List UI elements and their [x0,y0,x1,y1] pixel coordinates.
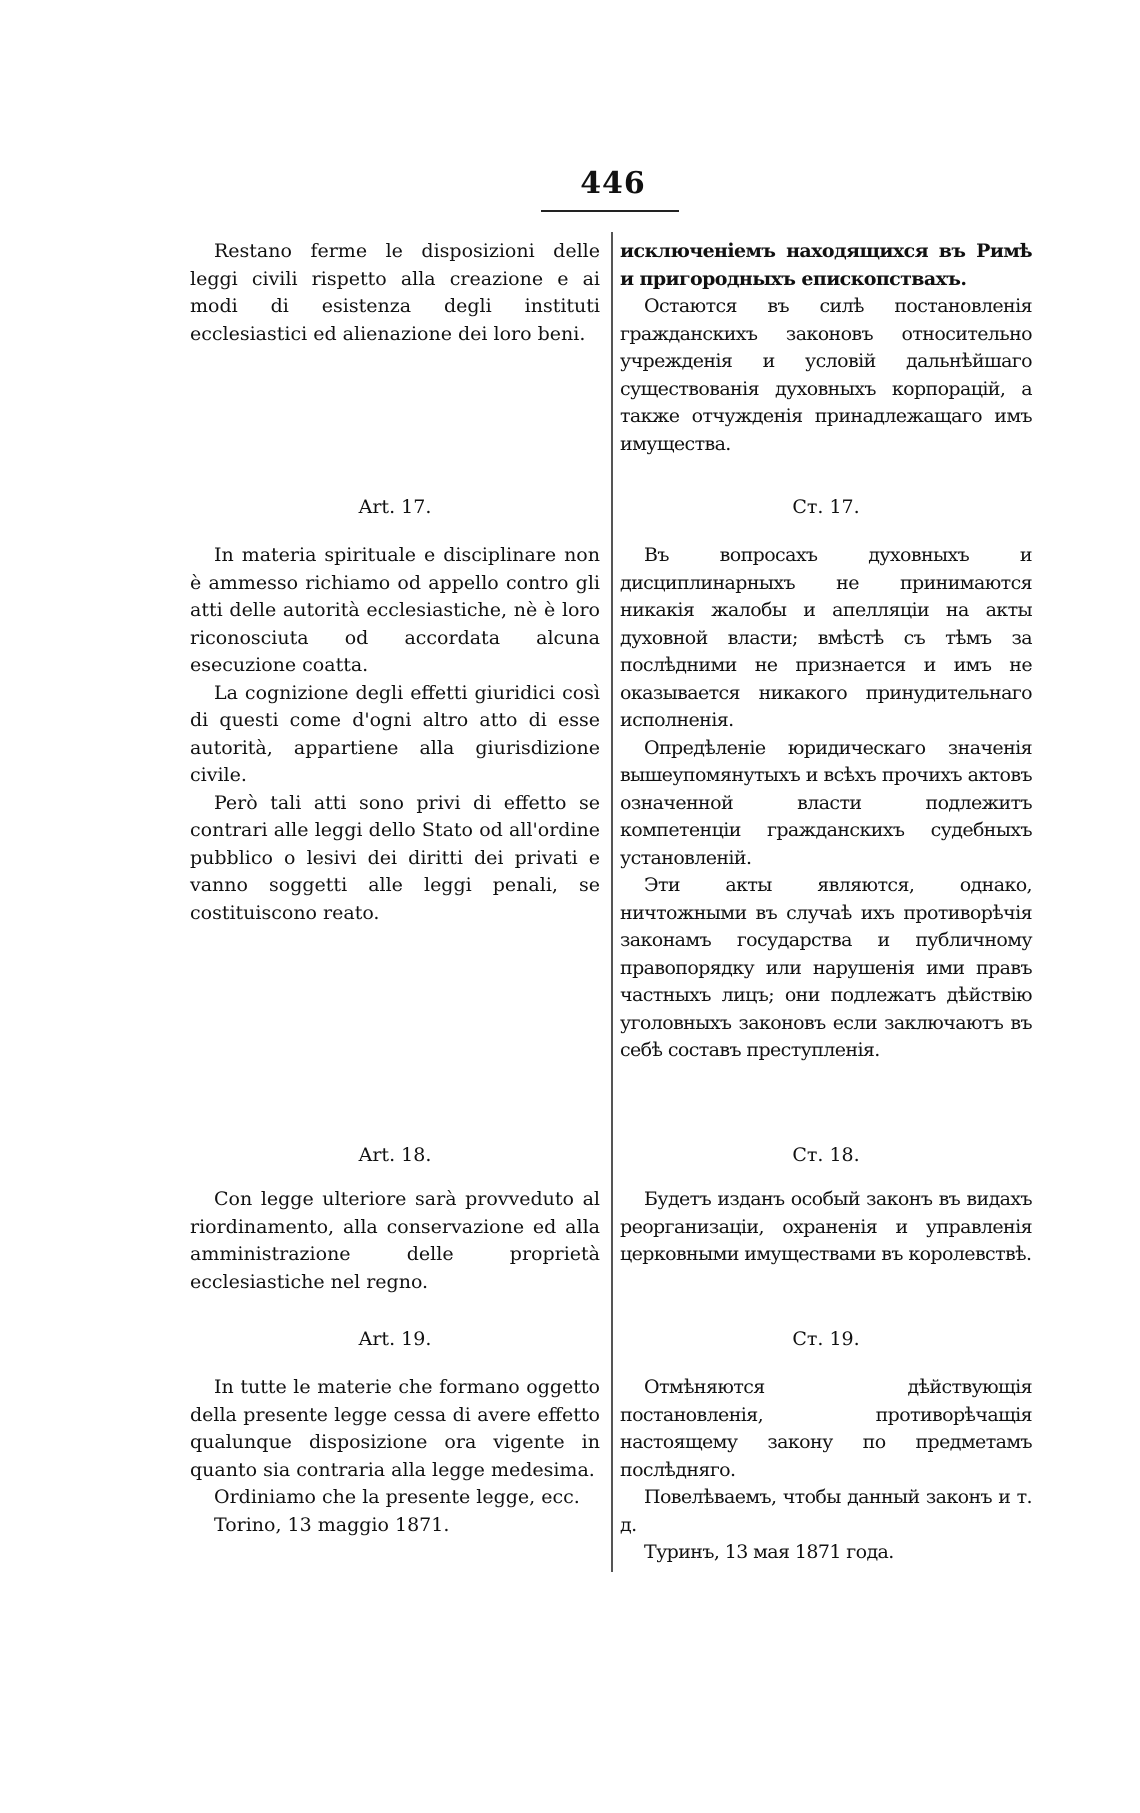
right-art19-paragraph-3: Туринъ, 13 мая 1871 года. [644,1541,894,1563]
right-intro-block [620,238,1032,458]
left-art18-heading: Art. 18. [358,1144,432,1166]
left-art19-block [190,1374,600,1539]
right-intro-paragraph: Остаются въ силѣ постановленія гражданскихъ законовъ относительно учрежденія и условій дальнѣйшаго существованія духовныхъ корпорацій, а также отчужденія принадлежащаго имъ имущества. [620,295,1032,455]
left-art19-heading: Art. 19. [358,1328,432,1350]
column-divider [611,232,613,1572]
left-intro-paragraph: Restano ferme le disposizioni delle leggi civili rispetto alla creazione e ai modi di esistenza degli instituti ecclesiastici ed alienazione dei loro beni. [190,240,600,345]
left-art17-paragraph-3: Però tali atti sono privi di effetto se contrari alle leggi dello Stato od all'ordine pubblico o lesivi dei diritti dei privati e vanno soggetti alle leggi penali, se costituiscono reato. [190,791,600,924]
left-art18-block [190,1186,600,1296]
left-art17-paragraph-2: La cognizione degli effetti giuridici così di questi come d'ogni altro atto di esse autorità, appartiene alla giurisdizione civile. [190,681,600,786]
right-art18-heading: Ст. 18. [792,1144,860,1166]
right-art19-block [620,1374,1032,1567]
right-art17-block [620,542,1032,1065]
right-art17-paragraph-3: Эти акты являются, однако, ничтожными въ случаѣ ихъ противорѣчія законамъ государства и публичному правопорядку или нарушенія ими правъ частныхъ лицъ; они подлежатъ дѣйствію уголовныхъ законовъ если заключаютъ въ себѣ составъ преступленія. [620,874,1032,1061]
right-lead-paragraph: исключеніемъ находящихся въ Римѣ и пригородныхъ епископствахъ. [620,240,1032,290]
left-art18-paragraph-1: Con legge ulteriore sarà provveduto al riordinamento, alla conservazione ed alla amministrazione delle proprietà ecclesiastiche nel regno. [190,1188,600,1293]
left-art17-block [190,542,600,927]
page-number: 446 [580,166,646,201]
right-art17-paragraph-1: Въ вопросахъ духовныхъ и дисциплинарныхъ не принимаются никакія жалобы и апелляціи на акты духовной власти; вмѣстѣ съ тѣмъ за послѣдними не признается и имъ не оказывается никакого принудительнаго исполненія. [620,544,1032,731]
right-art19-paragraph-2: Повелѣваемъ, чтобы данный законъ и т. д. [620,1486,1032,1536]
right-art17-heading: Ст. 17. [792,496,860,518]
page-number-rule [541,210,679,212]
right-art18-block [620,1186,1032,1269]
left-art19-paragraph-1: In tutte le materie che formano oggetto della presente legge cessa di avere effetto qualunque disposizione ora vigente in quanto sia contraria alla legge medesima. [190,1376,600,1481]
left-art19-paragraph-3: Torino, 13 maggio 1871. [214,1513,450,1536]
right-art18-paragraph-1: Будетъ изданъ особый законъ въ видахъ реорганизаціи, охраненія и управленія церковными имуществами въ королевствѣ. [620,1188,1032,1265]
right-art19-paragraph-1: Отмѣняются дѣйствующія постановленія, противорѣчащія настоящему закону по предметамъ послѣдняго. [620,1376,1032,1481]
left-art19-paragraph-2: Ordiniamo che la presente legge, ecc. [214,1486,580,1508]
left-intro-block [190,238,600,348]
left-art17-heading: Art. 17. [358,496,432,518]
left-art17-paragraph-1: In materia spirituale e disciplinare non è ammesso richiamo od appello contro gli atti delle autorità ecclesiastiche, nè è loro riconosciuta od accordata alcuna esecuzione coatta. [190,544,600,676]
right-art19-heading: Ст. 19. [792,1328,860,1350]
right-art17-paragraph-2: Опредѣленіе юридическаго значенія вышеупомянутыхъ и всѣхъ прочихъ актовъ означенной власти подлежитъ компетенціи гражданскихъ судебныхъ установленій. [620,736,1032,869]
